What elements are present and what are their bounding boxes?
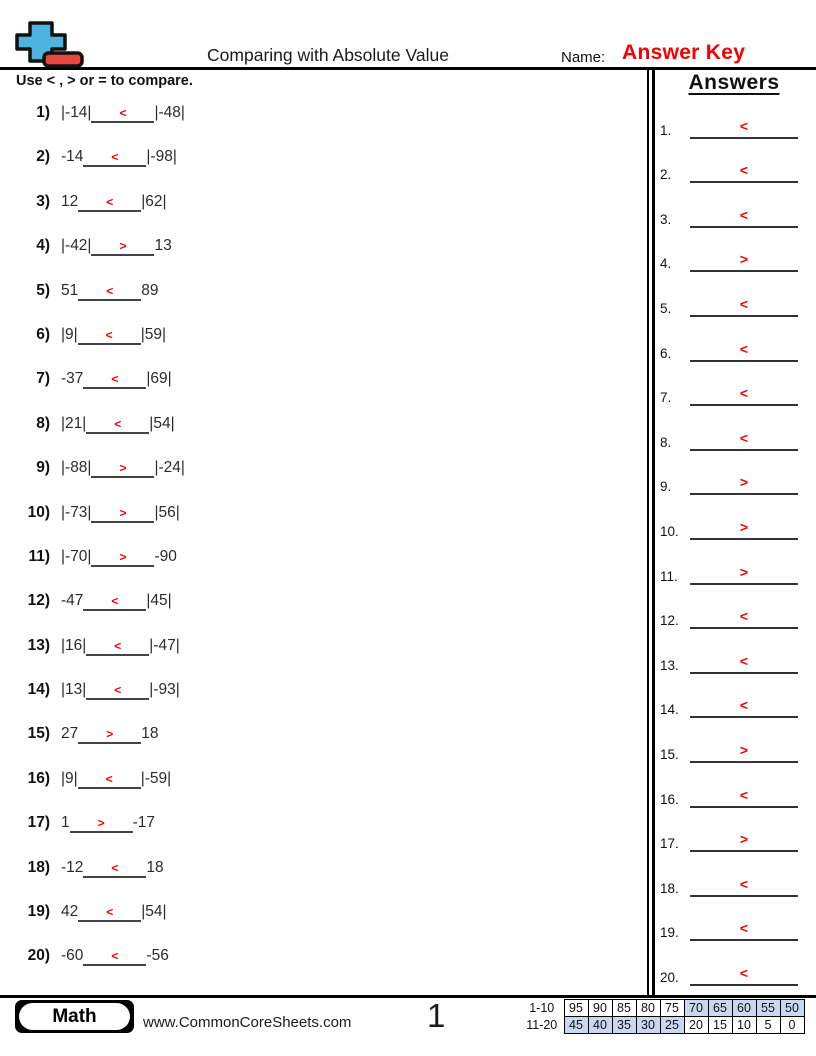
problem-expression <box>61 769 171 789</box>
grade-table-cell: 30 <box>636 1017 660 1034</box>
problem-right-operand: -90 <box>154 547 177 565</box>
problem-answer-blank: < <box>78 905 141 922</box>
problem-answer-blank: < <box>83 861 146 878</box>
problem-right-operand: |-98| <box>146 148 177 166</box>
footer-divider <box>0 995 816 998</box>
answer-row <box>660 897 806 942</box>
problem-left-operand: 1 <box>61 814 70 832</box>
problem-row <box>16 103 616 147</box>
answer-row <box>660 495 806 540</box>
answer-number: 3. <box>660 211 672 227</box>
answer-number: 4. <box>660 256 672 272</box>
answer-line: < <box>690 341 798 362</box>
problem-number: 10) <box>27 503 50 521</box>
problem-right-operand: -17 <box>132 814 156 832</box>
problem-left-operand: |9| <box>61 769 78 787</box>
answers-panel-title: Answers <box>688 71 780 94</box>
grade-table-cell: 75 <box>660 1000 684 1017</box>
problem-left-operand: -60 <box>61 947 84 965</box>
problem-left-operand: |21| <box>61 414 87 432</box>
answer-line: < <box>690 920 798 941</box>
problem-left-operand: 27 <box>61 725 79 743</box>
problem-answer-blank: < <box>78 772 141 789</box>
problem-expression <box>61 902 167 922</box>
grade-table-cell: 65 <box>708 1000 732 1017</box>
problem-expression <box>61 636 180 656</box>
answer-line: > <box>690 831 798 852</box>
problem-left-operand: -37 <box>61 370 84 388</box>
problem-expression <box>61 724 159 744</box>
answer-number: 14. <box>660 702 679 718</box>
problem-right-operand: |69| <box>146 370 172 388</box>
problem-left-operand: |-42| <box>61 237 92 255</box>
problem-row <box>16 369 616 413</box>
problem-expression <box>61 414 175 434</box>
problem-row <box>16 636 616 680</box>
grade-table-cell: 95 <box>564 1000 588 1017</box>
problem-number: 16) <box>27 769 50 787</box>
problem-left-operand: -47 <box>61 592 84 610</box>
answer-number: 18. <box>660 880 679 896</box>
problem-left-operand: |-14| <box>61 104 92 121</box>
problem-left-operand: -12 <box>61 858 84 876</box>
grade-table-cell: 35 <box>612 1017 636 1034</box>
answer-number: 9. <box>660 479 672 495</box>
problem-expression <box>61 946 169 966</box>
grade-table-cell: 15 <box>708 1017 732 1034</box>
problem-right-operand: -56 <box>146 947 169 965</box>
problem-expression <box>61 591 172 611</box>
problem-number: 17) <box>27 814 50 832</box>
problem-number: 5) <box>36 281 50 299</box>
answer-number: 16. <box>660 791 679 807</box>
problem-number: 14) <box>27 681 50 699</box>
problem-right-operand: |-48| <box>154 104 185 121</box>
problem-number: 9) <box>36 459 50 477</box>
problem-row <box>16 858 616 902</box>
instruction-text: Use < , > or = to compare. <box>16 73 193 89</box>
answer-line: < <box>690 162 798 183</box>
grade-table-range-label: 1-10 <box>529 1001 555 1015</box>
answer-number: 5. <box>660 300 672 316</box>
answer-line: < <box>690 608 798 629</box>
problem-row <box>16 813 616 857</box>
problem-answer-blank: > <box>91 239 154 256</box>
answer-line: > <box>690 474 798 495</box>
subject-badge-pill <box>19 1003 130 1030</box>
answer-row <box>660 763 806 808</box>
grade-table-row <box>524 1017 804 1034</box>
problem-right-operand: 18 <box>141 725 159 743</box>
page-title: Comparing with Absolute Value <box>207 45 449 65</box>
grade-table-cell: 45 <box>564 1017 588 1034</box>
answer-row <box>660 808 806 853</box>
answer-number: 6. <box>660 345 672 361</box>
problem-number: 7) <box>36 370 50 388</box>
problem-answer-blank: < <box>86 417 149 434</box>
header-divider <box>0 67 816 70</box>
grade-table-cell: 40 <box>588 1017 612 1034</box>
answer-row <box>660 585 806 630</box>
problem-answer-blank: < <box>83 949 146 966</box>
problem-number: 1) <box>36 104 50 121</box>
answer-row <box>660 629 806 674</box>
problem-expression <box>61 503 180 523</box>
problem-left-operand: |-73| <box>61 503 92 521</box>
answer-line: > <box>690 742 798 763</box>
problem-left-operand: 42 <box>61 903 79 921</box>
problem-answer-blank: < <box>83 150 146 167</box>
problem-row <box>16 147 616 191</box>
answers-divider-thin <box>647 70 649 995</box>
answer-line: < <box>690 653 798 674</box>
problem-expression <box>61 858 164 878</box>
problem-number: 20) <box>27 947 50 965</box>
answer-row <box>660 317 806 362</box>
problem-row <box>16 325 616 369</box>
problem-right-operand: 13 <box>154 237 172 255</box>
answer-row <box>660 852 806 897</box>
answers-divider-thick <box>652 70 655 995</box>
answer-line: < <box>690 430 798 451</box>
grade-table-body <box>524 1000 804 1034</box>
problem-right-operand: |-47| <box>149 636 180 654</box>
name-label: Name: <box>561 49 606 66</box>
problem-number: 2) <box>36 148 50 166</box>
problem-right-operand: |-24| <box>154 459 185 477</box>
problem-row <box>16 680 616 724</box>
problem-expression <box>61 680 180 700</box>
problem-left-operand: 51 <box>61 281 79 299</box>
problem-row <box>16 414 616 458</box>
problem-right-operand: |59| <box>140 325 166 343</box>
answers-list <box>660 94 806 986</box>
answer-number: 2. <box>660 167 672 183</box>
answer-row <box>660 674 806 719</box>
problem-right-operand: 89 <box>141 281 159 299</box>
problem-row <box>16 192 616 236</box>
grade-table-row <box>524 1000 804 1017</box>
problem-row <box>16 902 616 946</box>
plus-minus-logo-icon <box>14 10 98 68</box>
problem-right-operand: |-59| <box>140 769 172 787</box>
problem-row <box>16 458 616 502</box>
grade-table-range-label: 11-20 <box>526 1018 558 1032</box>
problem-right-operand: |62| <box>141 192 167 210</box>
problem-left-operand: |9| <box>61 325 78 343</box>
problem-answer-blank: < <box>86 683 149 700</box>
problem-answer-blank: < <box>78 195 141 212</box>
answer-number: 15. <box>660 746 679 762</box>
problem-expression <box>61 325 166 345</box>
problem-row <box>16 946 616 990</box>
answer-row <box>660 272 806 317</box>
problem-expression <box>61 281 159 301</box>
answer-row <box>660 406 806 451</box>
answer-line: < <box>690 207 798 228</box>
problem-answer-blank: < <box>91 106 154 123</box>
answer-row <box>660 139 806 184</box>
page-number: 1 <box>427 997 446 1034</box>
problem-expression <box>61 103 185 123</box>
problem-expression <box>61 147 177 167</box>
answer-line: < <box>690 965 798 986</box>
grade-table-cell: 0 <box>780 1017 804 1034</box>
problem-left-operand: -14 <box>61 148 84 166</box>
problem-answer-blank: > <box>91 550 154 567</box>
problem-number: 3) <box>36 192 50 210</box>
answer-row <box>660 941 806 986</box>
problem-row <box>16 236 616 280</box>
answer-number: 17. <box>660 836 679 852</box>
grade-table-cell: 80 <box>636 1000 660 1017</box>
subject-badge-label: Math <box>52 1005 97 1027</box>
answer-line: < <box>690 876 798 897</box>
problem-answer-blank: < <box>78 284 141 301</box>
answer-line: > <box>690 519 798 540</box>
grade-table-cell: 10 <box>732 1017 756 1034</box>
problem-expression <box>61 236 172 256</box>
answer-row <box>660 451 806 496</box>
answer-line: < <box>690 118 798 139</box>
answer-row <box>660 228 806 273</box>
problem-row <box>16 547 616 591</box>
problems-list <box>16 103 616 991</box>
problem-number: 11) <box>28 547 50 565</box>
answer-number: 7. <box>660 390 672 406</box>
problem-expression <box>61 813 155 833</box>
problem-answer-blank: > <box>78 727 141 744</box>
answer-line: < <box>690 787 798 808</box>
problem-answer-blank: < <box>78 328 141 345</box>
grade-table-cell: 20 <box>684 1017 708 1034</box>
problem-number: 6) <box>36 325 50 343</box>
problem-row <box>16 769 616 813</box>
problem-expression <box>61 192 167 212</box>
answer-number: 12. <box>660 613 679 629</box>
grade-table-cell: 5 <box>756 1017 780 1034</box>
problem-number: 15) <box>27 725 50 743</box>
answer-row <box>660 540 806 585</box>
answer-number: 11. <box>660 568 678 584</box>
problem-left-operand: |-88| <box>61 459 92 477</box>
answer-number: 1. <box>660 122 672 138</box>
problem-right-operand: |54| <box>149 414 175 432</box>
problem-row <box>16 724 616 768</box>
problem-number: 13) <box>27 636 50 654</box>
problem-answer-blank: < <box>83 594 146 611</box>
problem-right-operand: |54| <box>141 903 167 921</box>
answer-number: 13. <box>660 657 679 673</box>
problem-answer-blank: > <box>91 461 154 478</box>
problem-left-operand: |-70| <box>61 547 92 565</box>
problem-right-operand: |-93| <box>149 681 180 699</box>
grade-table-cell: 25 <box>660 1017 684 1034</box>
problem-answer-blank: < <box>83 372 146 389</box>
problem-answer-blank: < <box>86 639 149 656</box>
problem-number: 4) <box>36 237 50 255</box>
problem-right-operand: |56| <box>154 503 180 521</box>
problem-left-operand: |16| <box>61 636 87 654</box>
problem-answer-blank: > <box>70 816 133 833</box>
website-url: www.CommonCoreSheets.com <box>143 1014 352 1031</box>
answer-number: 20. <box>660 969 679 985</box>
subject-badge <box>15 1000 134 1033</box>
grade-table-cell: 70 <box>684 1000 708 1017</box>
answer-row <box>660 94 806 139</box>
problem-row <box>16 503 616 547</box>
problem-number: 19) <box>27 903 50 921</box>
problem-number: 18) <box>27 858 50 876</box>
problem-number: 8) <box>36 414 50 432</box>
answer-number: 10. <box>660 523 679 539</box>
problem-answer-blank: > <box>91 506 154 523</box>
answer-line: > <box>690 251 798 272</box>
grade-table-cell: 60 <box>732 1000 756 1017</box>
problem-number: 12) <box>27 592 50 610</box>
grade-table-cell: 55 <box>756 1000 780 1017</box>
problem-row <box>16 591 616 635</box>
answer-line: < <box>690 385 798 406</box>
answer-number: 8. <box>660 434 672 450</box>
grade-table <box>524 999 805 1034</box>
answer-number: 19. <box>660 925 679 941</box>
problem-expression <box>61 458 185 478</box>
problem-left-operand: |13| <box>61 681 87 699</box>
problem-row <box>16 281 616 325</box>
answer-key-text: Answer Key <box>622 41 746 64</box>
answer-line: < <box>690 697 798 718</box>
grade-table-cell: 85 <box>612 1000 636 1017</box>
answer-row <box>660 183 806 228</box>
problem-right-operand: 18 <box>146 858 164 876</box>
answer-row <box>660 362 806 407</box>
grade-table-cell: 90 <box>588 1000 612 1017</box>
answer-line: > <box>690 564 798 585</box>
problem-left-operand: 12 <box>61 192 79 210</box>
answer-line: < <box>690 296 798 317</box>
problem-right-operand: |45| <box>146 592 172 610</box>
problem-expression <box>61 369 172 389</box>
answer-row <box>660 718 806 763</box>
problem-expression <box>61 547 177 567</box>
grade-table-cell: 50 <box>780 1000 804 1017</box>
